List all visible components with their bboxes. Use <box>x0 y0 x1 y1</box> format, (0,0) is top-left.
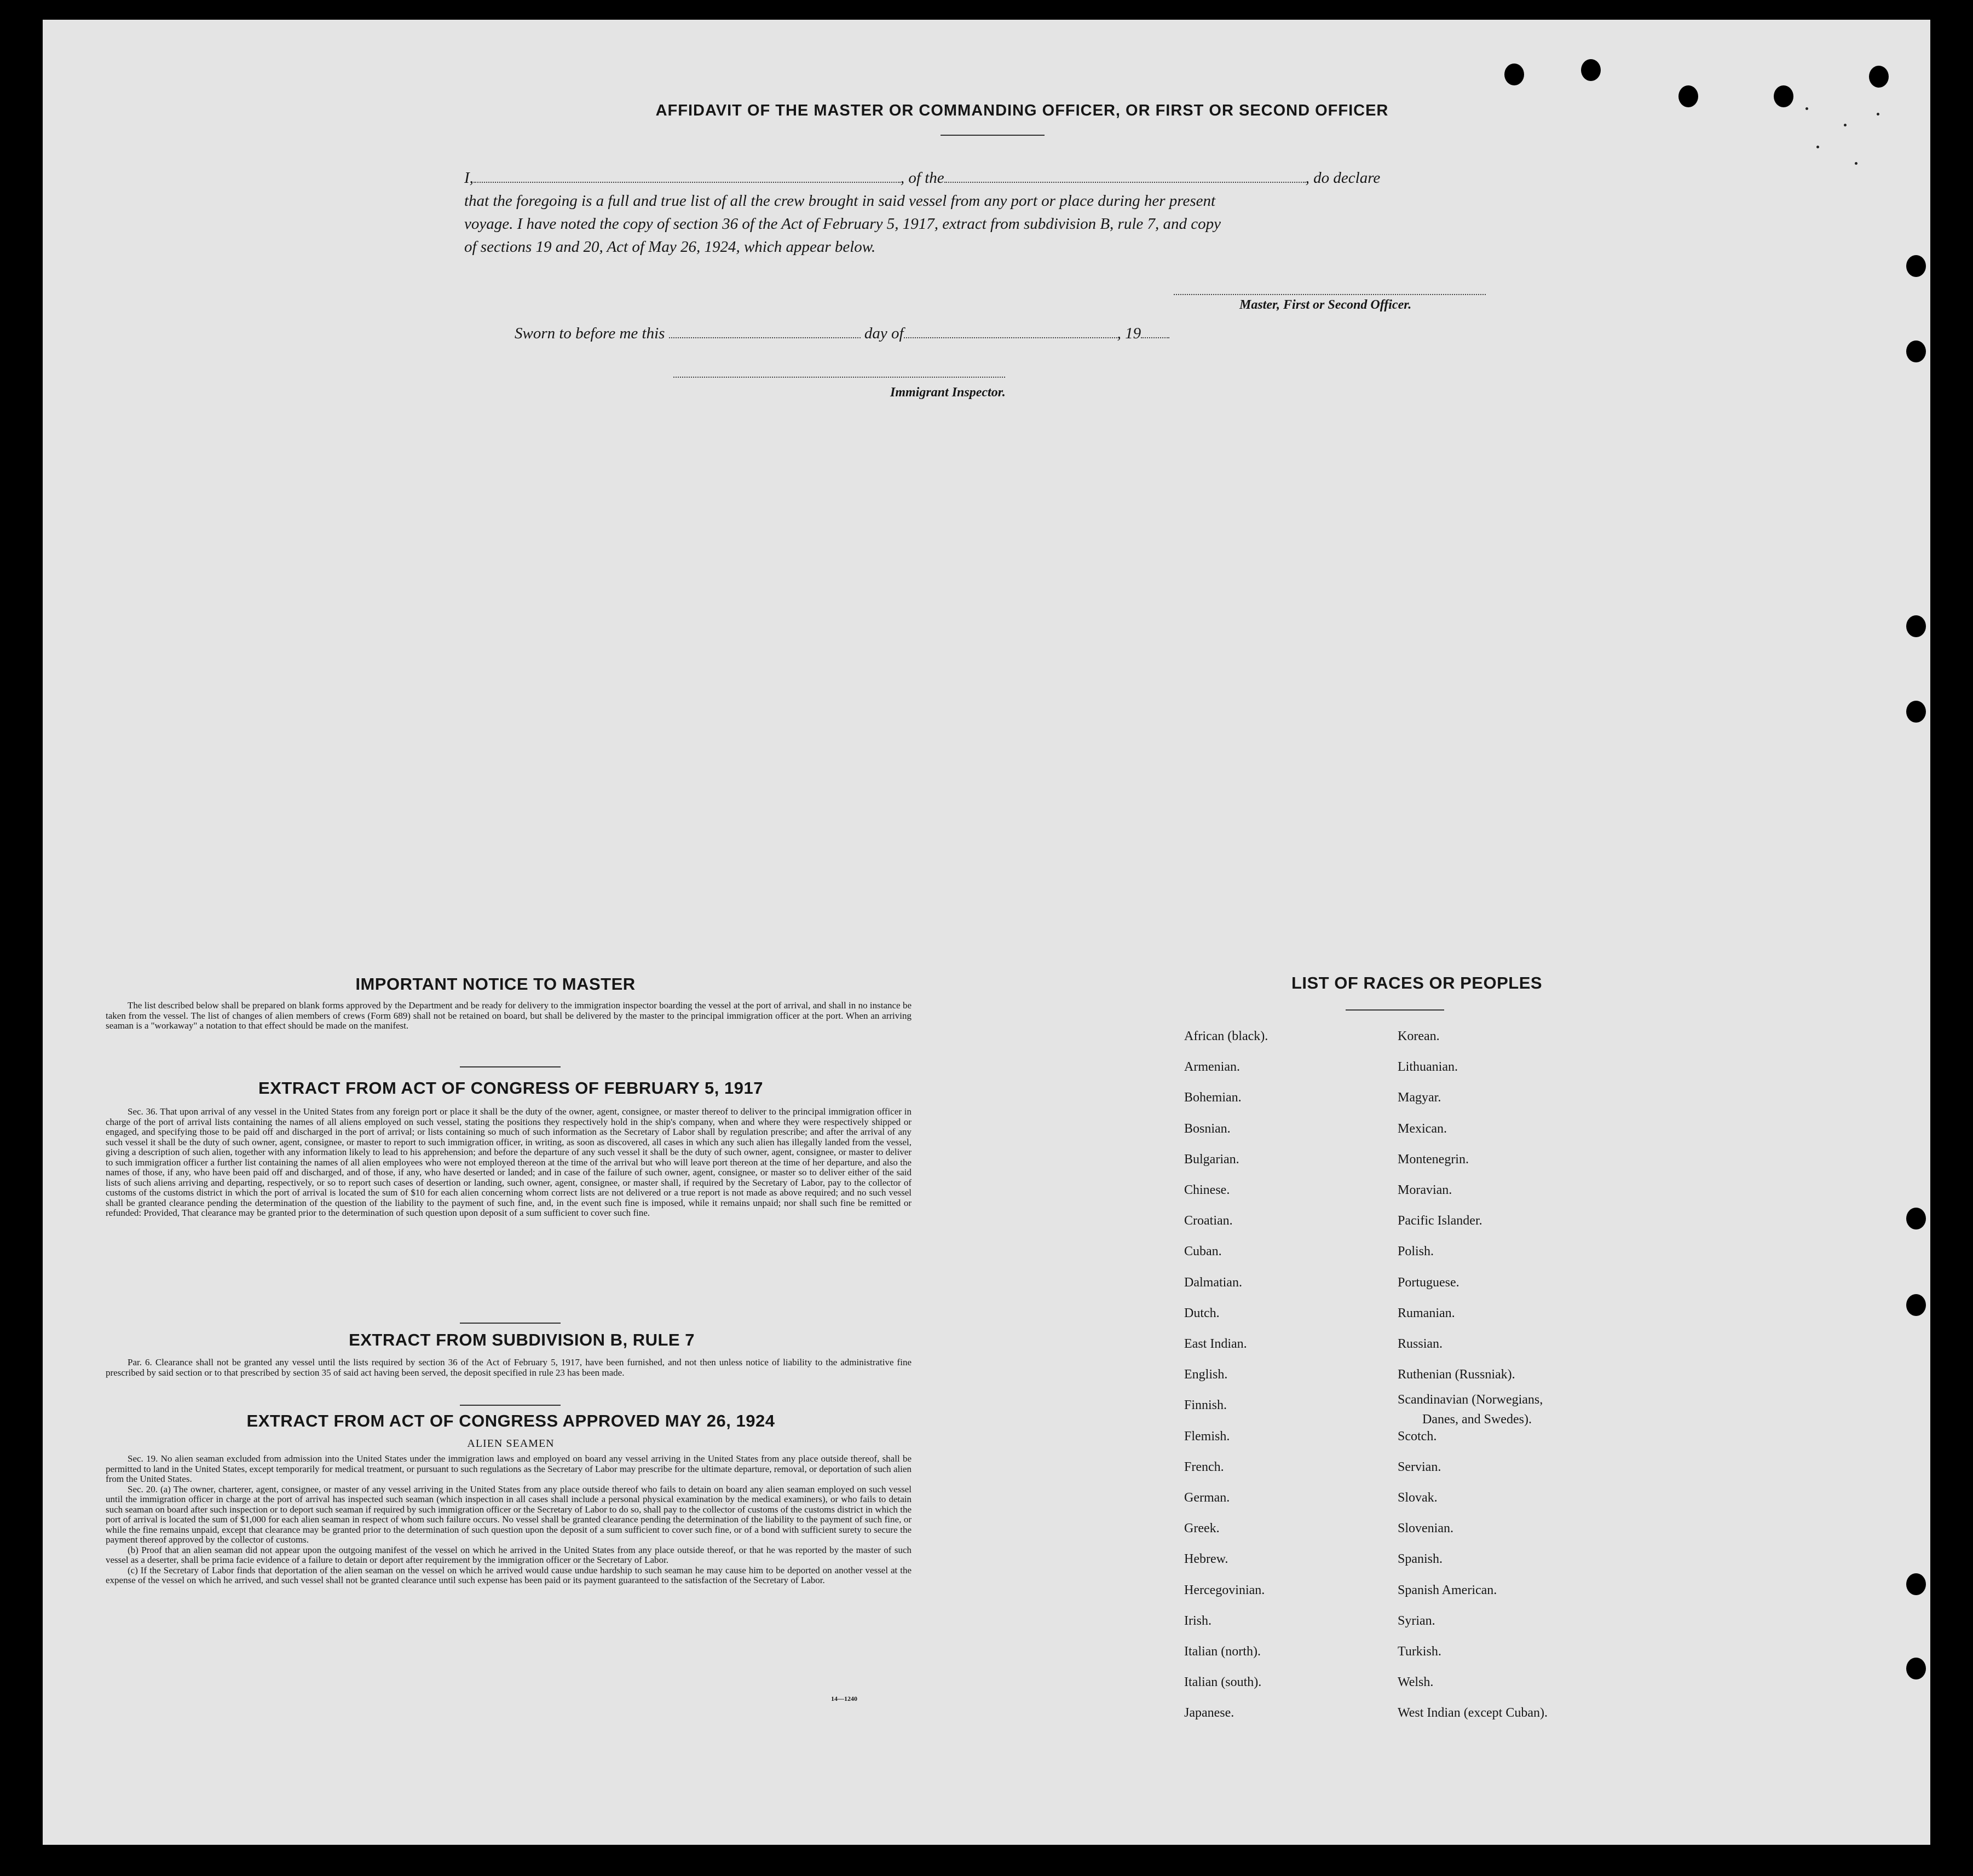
sworn-year-field <box>1141 325 1169 338</box>
declaration-do-declare: , do declare <box>1305 169 1381 187</box>
ink-speck <box>1855 162 1857 165</box>
document-page <box>43 20 1930 1845</box>
race-item: French. <box>1184 1459 1224 1474</box>
sworn-day-of: day of <box>864 325 904 342</box>
punch-hole <box>1906 1573 1926 1595</box>
extract-1924-title: EXTRACT FROM ACT OF CONGRESS APPROVED MAY 26, 1924 <box>246 1411 775 1430</box>
race-item: English. <box>1184 1367 1228 1382</box>
race-item: Italian (north). <box>1184 1644 1261 1659</box>
race-item: Turkish. <box>1398 1644 1441 1659</box>
race-item: Spanish American. <box>1398 1583 1497 1597</box>
declaration-i: I, <box>464 169 474 187</box>
race-item: Japanese. <box>1184 1706 1234 1721</box>
race-item: Syrian. <box>1398 1613 1435 1628</box>
races-title: LIST OF RACES OR PEOPLES <box>1291 973 1543 992</box>
race-item: Portuguese. <box>1398 1275 1459 1290</box>
race-item: Spanish. <box>1398 1552 1443 1567</box>
extract-1917-title: EXTRACT FROM ACT OF CONGRESS OF FEBRUARY 5, 1917 <box>258 1078 763 1098</box>
race-item: West Indian (except Cuban). <box>1398 1706 1548 1721</box>
alien-seamen-subtitle: ALIEN SEAMEN <box>467 1438 555 1450</box>
race-item: Italian (south). <box>1184 1675 1262 1690</box>
race-item: Flemish. <box>1184 1429 1230 1444</box>
extract-rule7-title: EXTRACT FROM SUBDIVISION B, RULE 7 <box>349 1330 695 1349</box>
race-item: Russian. <box>1398 1337 1443 1351</box>
punch-hole <box>1906 255 1926 277</box>
sec-20c-text: (c) If the Secretary of Labor finds that deportation of the alien seaman on the vessel on which he arrived would cause undue hardship to such seaman he may cause him to be deported on another vessel at the expense of the vessel on which he arrived, and such vessel shall not be granted clearance until such expense has been paid or its payment guaranteed to the satisfaction of the Secretary of Labor. <box>106 1565 911 1585</box>
race-item: Armenian. <box>1184 1060 1240 1075</box>
notice-title: IMPORTANT NOTICE TO MASTER <box>355 974 636 994</box>
race-item: Slovak. <box>1398 1491 1438 1505</box>
race-item: Montenegrin. <box>1398 1152 1469 1167</box>
race-item: Lithuanian. <box>1398 1060 1458 1075</box>
race-item: Finnish. <box>1184 1398 1227 1413</box>
race-item: Ruthenian (Russniak). <box>1398 1367 1515 1382</box>
declaration-line-1 <box>464 166 1537 189</box>
sec-20a-text: Sec. 20. (a) The owner, charterer, agent, consignee, or master of any vessel arriving in the United States from any place outside thereof who fails to detain on board any alien seaman employed on such vessel until the immigration officer in charge at the port of arrival has inspected such seaman (which inspection in all cases shall include a personal physical examination by the medical examiners), or who fails to detain such seaman on board after such inspection or to deport such seaman if required by such immigration officer or the Secretary of Labor to do so, shall pay to the collector of customs of the customs district in which the port of arrival is located the sum of $1,000 for each alien seaman in respect of whom such failure occurs. No vessel shall be granted clearance pending the determination of the liability to the payment of such fine, or while the fine remains unpaid, except that clearance may be granted prior to the determination of such question upon the deposit of a sum sufficient to cover such fine, or of a bond with sufficient surety to secure the payment thereof approved by the collector of customs. <box>106 1484 911 1545</box>
race-item: Cuban. <box>1184 1244 1222 1259</box>
sec-20b-text: (b) Proof that an alien seaman did not appear upon the outgoing manifest of the vessel on which he arrived in the United States from any place outside thereof, or that he was reported by the master of such vessel as a deserter, shall be prima facie evidence of a failure to detain or deport after requirement by the immigration officer or the Secretary of Labor. <box>106 1544 911 1565</box>
inspector-signature-line <box>673 377 1005 378</box>
notice-text: The list described below shall be prepared on blank forms approved by the Department and be ready for delivery to the immigration inspector boarding the vessel at the port of arrival, and shall in no instance be taken from the vessel. The list of changes of alien members of crews (Form 689) shall not be retained on board, but shall be delivered by the master to the principal immigration officer at the port. When an arriving seaman is a "workaway" a notation to that effect should be made on the manifest. <box>106 1000 911 1031</box>
master-signature-line <box>1174 294 1486 295</box>
sworn-line <box>515 322 1588 345</box>
race-item: East Indian. <box>1184 1337 1247 1351</box>
extract-1924-body <box>106 1454 911 1586</box>
sworn-year: , 19 <box>1117 325 1141 342</box>
race-item: Polish. <box>1398 1244 1434 1259</box>
race-item: Chinese. <box>1184 1183 1230 1197</box>
notice-body <box>106 1001 911 1031</box>
vessel-name-field <box>944 170 1306 183</box>
race-item: Dutch. <box>1184 1306 1220 1320</box>
sworn-month-field <box>904 325 1117 338</box>
race-item: Danes, and Swedes). <box>1422 1412 1532 1427</box>
race-item: Moravian. <box>1398 1183 1452 1197</box>
sworn-day-field <box>669 325 861 338</box>
race-item: Hercegovinian. <box>1184 1583 1265 1597</box>
declaration-line-4: of sections 19 and 20, Act of May 26, 1924, which appear below. <box>464 238 876 256</box>
race-item: Slovenian. <box>1398 1521 1453 1536</box>
punch-hole <box>1906 1658 1926 1679</box>
inspector-caption: Immigrant Inspector. <box>890 385 1006 400</box>
form-number: 14—1240 <box>831 1695 857 1702</box>
race-item: Servian. <box>1398 1459 1441 1474</box>
race-item: Greek. <box>1184 1521 1220 1536</box>
ink-speck <box>1816 146 1819 148</box>
section-rule <box>460 1323 561 1324</box>
sworn-prefix: Sworn to before me this <box>515 325 665 342</box>
extract-rule7-body <box>106 1358 911 1378</box>
races-rule <box>1346 1009 1444 1011</box>
race-item: Mexican. <box>1398 1121 1447 1136</box>
master-caption: Master, First or Second Officer. <box>1239 298 1412 312</box>
race-item: Rumanian. <box>1398 1306 1455 1320</box>
race-item: Irish. <box>1184 1613 1212 1628</box>
race-item: Bosnian. <box>1184 1121 1231 1136</box>
punch-hole <box>1906 1208 1926 1229</box>
declaration-line-3: voyage. I have noted the copy of section 36 of the Act of February 5, 1917, extract from subdivision B, rule 7, and copy <box>464 215 1221 233</box>
race-item: Korean. <box>1398 1029 1440 1043</box>
punch-hole <box>1581 59 1601 81</box>
par-6-text: Par. 6. Clearance shall not be granted any vessel until the lists required by section 36 of the Act of February 5, 1917, have been furnished, and not then unless notice of liability to the administrative fine prescribed by said section or to that prescribed by section 35 of said act having been served, the deposit specified in rule 23 has been made. <box>106 1357 911 1378</box>
declaration-of-the: , of the <box>900 169 944 187</box>
punch-hole <box>1906 701 1926 723</box>
race-item: Hebrew. <box>1184 1552 1228 1567</box>
sec-19-text: Sec. 19. No alien seaman excluded from admission into the United States under the immigration laws and employed on board any vessel arriving in the United States from any place outside thereof, shall be permitted to land in the United States, except temporarily for medical treatment, or pursuant to such regulations as the Secretary of Labor may prescribe for the ultimate departure, removal, or deportation of such alien from the United States. <box>106 1453 911 1484</box>
race-item: Magyar. <box>1398 1090 1441 1105</box>
punch-hole <box>1504 64 1524 85</box>
punch-hole <box>1906 1294 1926 1316</box>
race-item: Welsh. <box>1398 1675 1434 1690</box>
punch-hole <box>1906 340 1926 362</box>
race-item: Scandinavian (Norwegians, <box>1398 1393 1543 1407</box>
title-rule <box>941 135 1045 136</box>
punch-hole <box>1906 615 1926 637</box>
extract-1917-body <box>106 1107 911 1219</box>
race-item: Dalmatian. <box>1184 1275 1242 1290</box>
ink-speck <box>1844 124 1847 126</box>
section-rule <box>460 1405 561 1406</box>
section-rule <box>460 1066 561 1067</box>
race-item: German. <box>1184 1491 1230 1505</box>
race-item: Pacific Islander. <box>1398 1214 1482 1228</box>
affidavit-title: AFFIDAVIT OF THE MASTER OR COMMANDING OFFICER, OR FIRST OR SECOND OFFICER <box>655 102 1389 119</box>
declarant-name-field <box>474 170 901 183</box>
race-item: Bulgarian. <box>1184 1152 1239 1167</box>
punch-hole <box>1869 66 1889 88</box>
declaration-line-2: that the foregoing is a full and true list of all the crew brought in said vessel from any port or place during her present <box>464 192 1216 210</box>
race-item: Bohemian. <box>1184 1090 1242 1105</box>
sec-36-text: Sec. 36. That upon arrival of any vessel in the United States from any foreign port or place it shall be the duty of the owner, agent, consignee, or master thereof to deliver to the principal immigration officer in charge of the port of arrival lists containing the names of all aliens employed on such vessel, stating the positions they respectively hold in the ship's company, when and where they were respectively shipped or engaged, and specifying those to be paid off and discharged in the port of arrival; or lists containing so much of such information as the Secretary of Labor shall by regulation prescribe; and after the arrival of any such vessel it shall be the duty of such owner, agent, consignee, or master to report to such immigration officer, in writing, as soon as discovered, all cases in which any such alien has illegally landed from the vessel, giving a description of such alien, together with any information likely to lead to his apprehension; and before the departure of any such vessel it shall be the duty of such owner, agent, consignee, or master to deliver to such immigration officer a further list containing the names of all alien employees who were not employed thereon at the time of the arrival but who will leave port thereon at the time of her departure, and also the names of those, if any, who have been paid off and discharged, and of those, if any, who have deserted or landed; and in case of the failure of such owner, agent, consignee, or master so to deliver either of the said lists of such aliens arriving and departing, respectively, or so to report such cases of desertion or landing, such owner, agent, consignee, or master shall, if required by the Secretary of Labor, pay to the collector of customs of the customs district in which the port of arrival is located the sum of $10 for each alien concerning whom correct lists are not delivered or a true report is not made as above required; and no such vessel shall be granted clearance pending the determination of the question of the liability to the payment of such fine, and, in the event such fine is imposed, while it remains unpaid; nor shall such fine be remitted or refunded: Provided, That clearance may be granted prior to the determination of such question upon deposit of a sum sufficient to cover such fine. <box>106 1106 911 1218</box>
affidavit-declaration <box>464 166 1537 258</box>
race-item: African (black). <box>1184 1029 1268 1043</box>
race-item: Scotch. <box>1398 1429 1437 1444</box>
race-item: Croatian. <box>1184 1214 1233 1228</box>
